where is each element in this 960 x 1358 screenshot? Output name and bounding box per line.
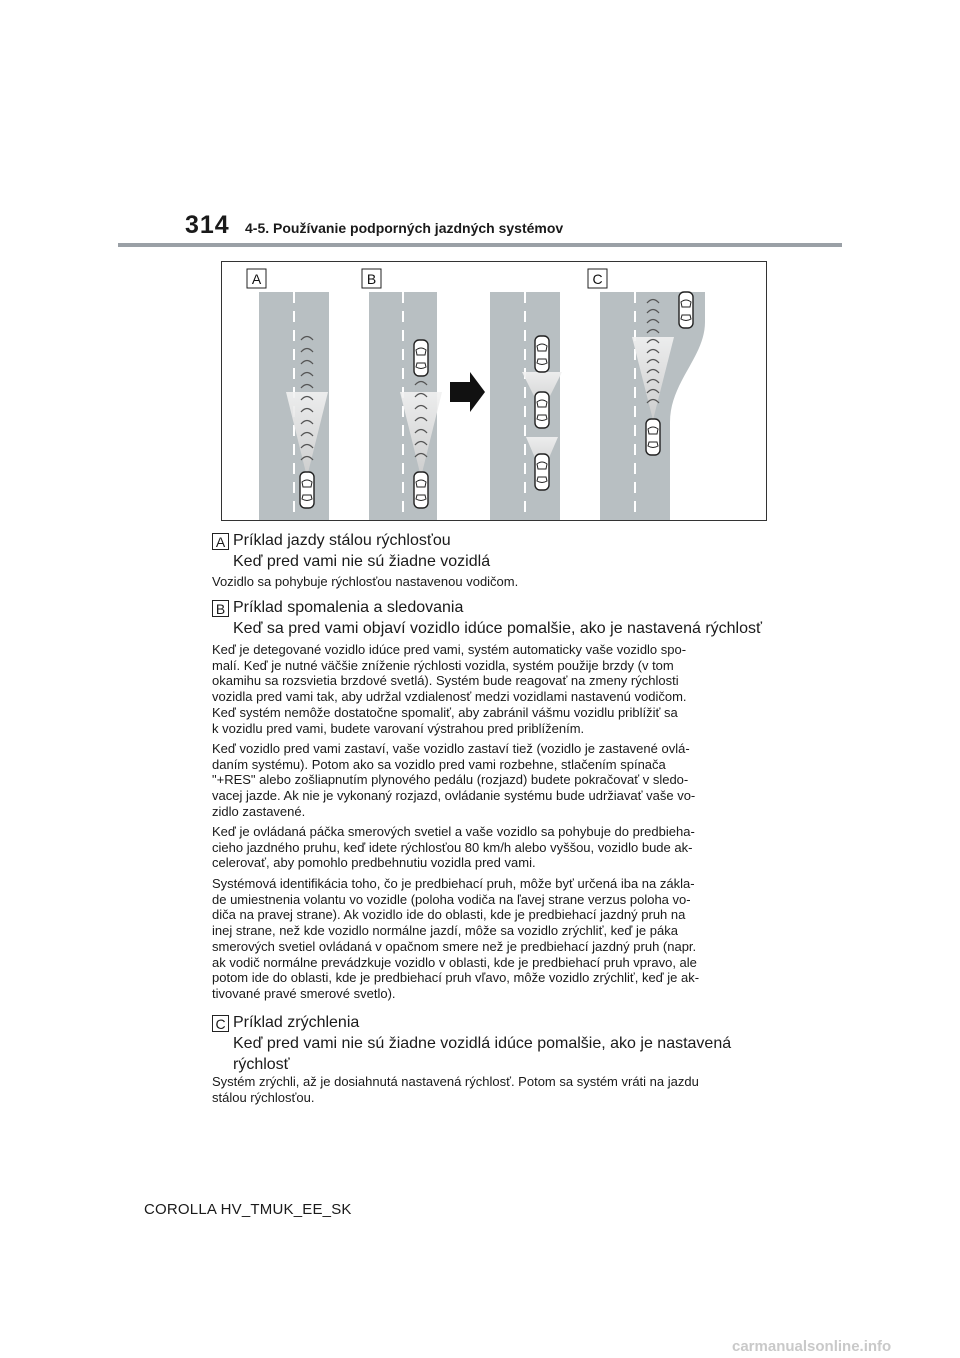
section-letter-a: A [212,533,229,550]
section-b-paragraph-1: Keď je detegované vozidlo idúce pred vami, systém automaticky vaše vozidlo spo- malí. Keď je nutné väčšie zníženie rýchlosti vozidla, systém použije brzdy (v tom okamihu sa rozsvietia brzdové svetlá). Systém bude reagovať na zmeny rýchlosti vozidla pred vami tak, aby udržal vzdialenosť medzi vozidlami nastavenú vodičom. Keď systém nemôže dostatočne spomaliť, aby zabránil vášmu vozidlu priblížiť sa k vozidlu pred vami, budete varovaní výstrahou pred priblížením. [212,642,687,736]
header-divider [118,243,842,247]
section-b-paragraph-4: Systémová identifikácia toho, čo je predbiehací pruh, môže byť určená iba na zákla- de umiestnenia volantu vo vozidle (poloha vodiča na ľavej strane verzus poloha vo- diča na pravej strane). Ak vozidlo ide do oblasti, kde je predbiehací jazdný pruh na inej strane, než kde vozidlo normálne jazdí, môže sa vozidlo zrýchliť, keď je páka smerových svetiel ovládaná v opačnom smere než je predbiehací jazdný pruh (napr. ak vodič normálne prevádzkuje vozidlo v oblasti, kde je predbiehací pruh vpravo, ale potom ide do oblasti, kde je predbiehací pruh vľavo, môže vozidlo zrýchliť, keď je ak- tivované pravé smerové svetlo). [212,876,700,1001]
right-arrow-icon [450,372,485,412]
section-c-subtitle: Keď pred vami nie sú žiadne vozidlá idúce pomalšie, ako je nastavená rýchlosť [233,1035,732,1073]
acc-illustration [221,261,767,521]
section-letter-b: B [212,600,229,617]
section-b-paragraph-3: Keď je ovládaná páčka smerových svetiel a vaše vozidlo sa pohybuje do predbieha- cieho jazdného pruhu, keď idete rýchlosťou 80 km/h alebo vyššou, vozidlo bude ak- celerovať, aby pomohlo predbehnutiu vozidla pred vami. [212,824,695,871]
section-b-title: Príklad spomalenia a sledovania [233,599,464,616]
section-c-paragraph: Systém zrýchli, až je dosiahnutá nastavená rýchlosť. Potom sa systém vráti na jazdu stálou rýchlosťou. [212,1074,699,1105]
car-icon [679,292,693,328]
svg-text:A: A [251,271,262,287]
svg-text:B: B [366,271,377,287]
section-c-title: Príklad zrýchlenia [233,1014,360,1031]
section-b-subtitle: Keď sa pred vami objaví vozidlo idúce pomalšie, ako je nastavená rýchlosť [233,620,762,637]
car-icon [535,392,549,428]
section-a-subtitle: Keď pred vami nie sú žiadne vozidlá [233,553,491,570]
car-icon [535,336,549,372]
section-a-title: Príklad jazdy stálou rýchlosťou [233,532,451,549]
section-letter-c: C [212,1015,229,1032]
footer-document-code: COROLLA HV_TMUK_EE_SK [144,1201,352,1218]
watermark: carmanualsonline.info [732,1338,892,1355]
car-icon [646,419,660,455]
scene-label-c [588,269,607,288]
car-icon [414,340,428,376]
page-number: 314 [185,211,230,239]
svg-text:C: C [592,271,603,287]
car-icon [414,472,428,508]
scene-label-a [247,269,266,288]
chapter-title: 4-5. Používanie podporných jazdných systémov [245,220,564,236]
section-b-paragraph-2: Keď vozidlo pred vami zastaví, vaše vozidlo zastaví tiež (vozidlo je zastavené ovlá- daním systému). Potom ako sa vozidlo pred vami rozbehne, stlačením spínača "+RES" alebo zošliapnutím plynového pedálu (rozjazd) budete pokračovať v sledo- vacej jazde. Ak nie je vykonaný rozjazd, ovládanie systému bude udržiavať vaše vo- zidlo zastavené. [212,741,696,819]
car-icon [535,454,549,490]
scene-label-b [362,269,381,288]
car-icon [300,472,314,508]
section-a-paragraph: Vozidlo sa pohybuje rýchlosťou nastavenou vodičom. [212,574,519,589]
